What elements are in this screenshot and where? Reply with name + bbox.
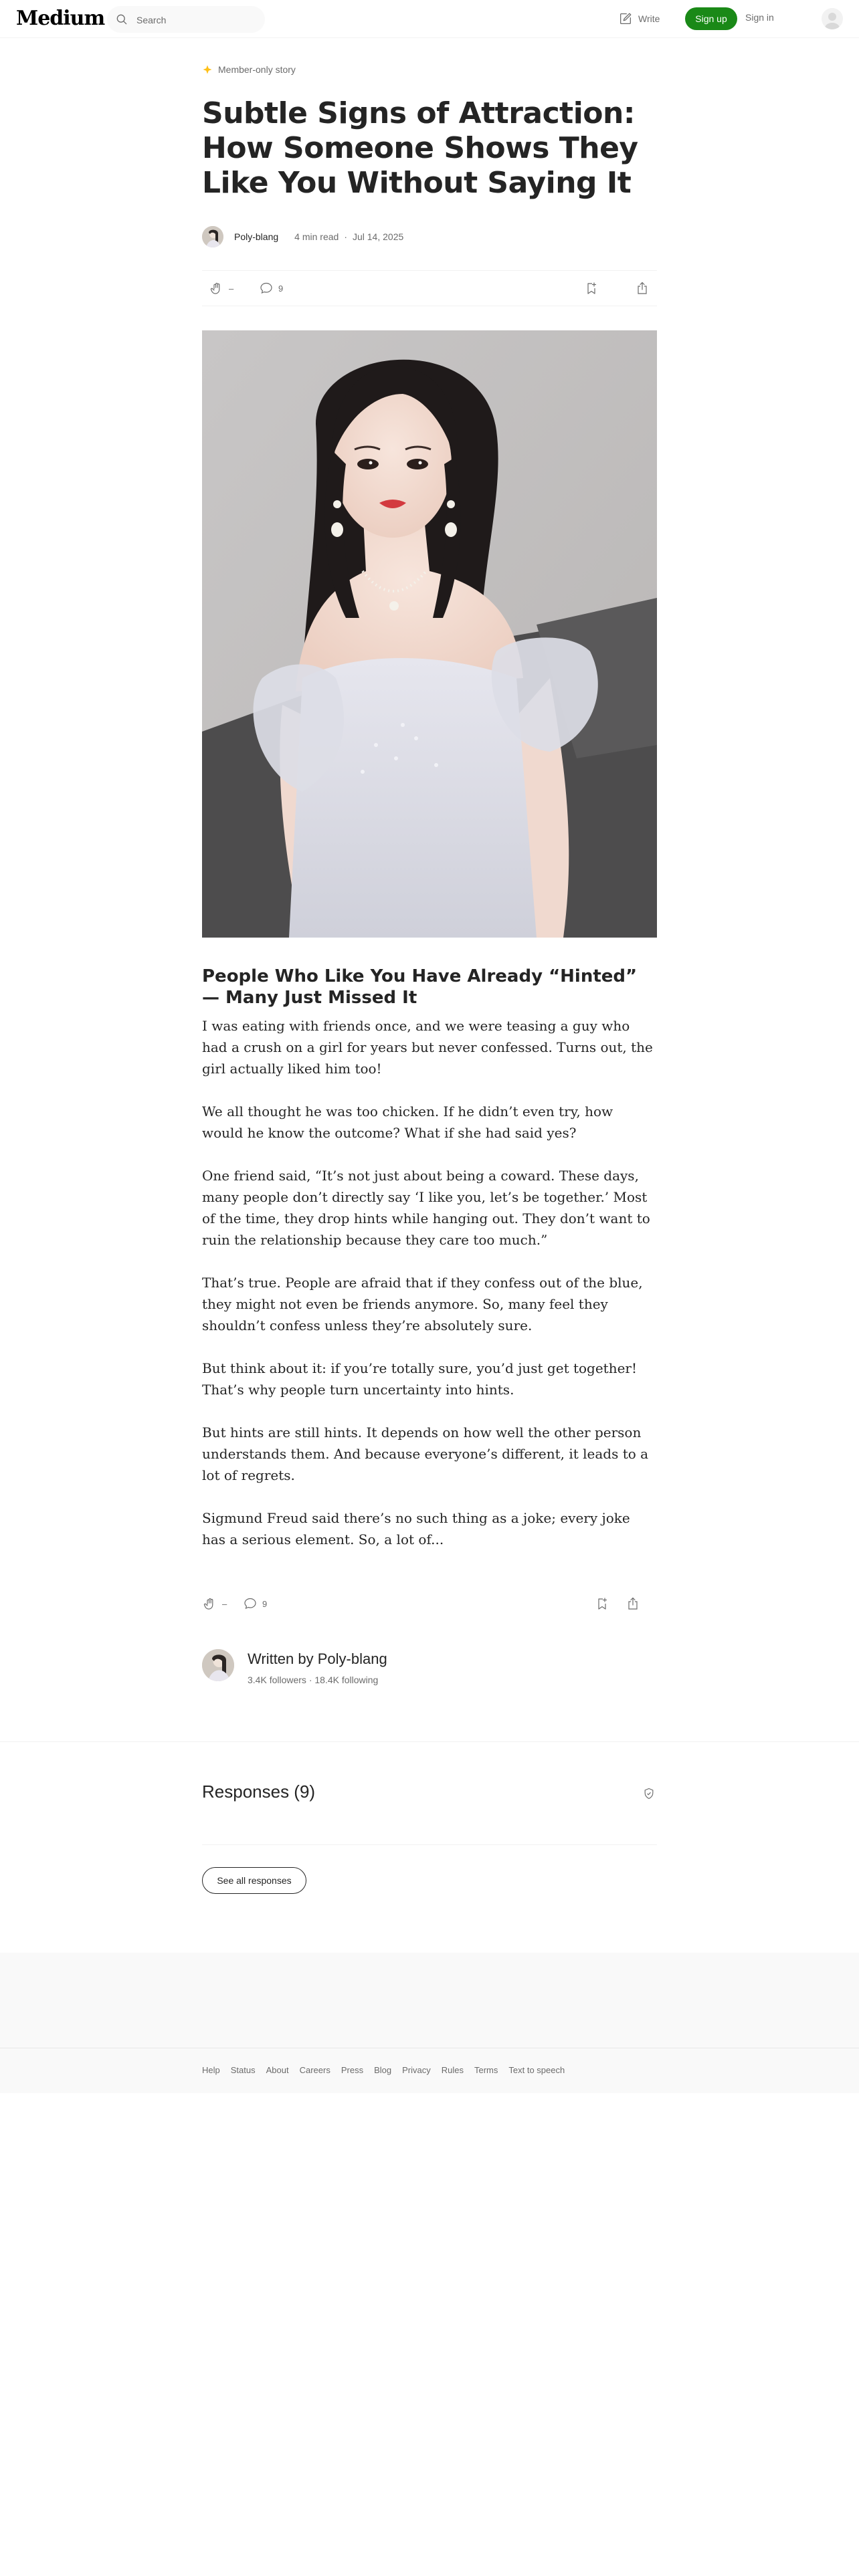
footer-link-status[interactable]: Status (230, 2065, 256, 2075)
clap-icon (209, 280, 225, 296)
bookmark-add-icon (583, 280, 599, 296)
read-time: 4 min read (294, 231, 339, 242)
separator-dot: · (308, 1675, 315, 1685)
paragraph: But hints are still hints. It depends on how well the other person understands them. And because everyone’s different, it leads to a lot of regrets. (202, 1424, 649, 1483)
clap-icon (202, 1596, 218, 1612)
following-count[interactable]: 18.4K following (314, 1675, 379, 1685)
default-avatar-icon (822, 8, 843, 29)
footer-link-about[interactable]: About (266, 2065, 289, 2075)
paragraph: We all thought he was too chicken. If he didn’t even try, how would he know the outcome? What if she had said yes? (202, 1103, 613, 1141)
sign-up-button[interactable]: Sign up (685, 7, 737, 30)
see-all-responses-button[interactable]: See all responses (202, 1867, 306, 1894)
share-icon (634, 280, 650, 296)
responses-button[interactable] (258, 280, 283, 296)
member-only-badge (202, 62, 657, 78)
paragraph: One friend said, “It’s not just about being a coward. These days, many people don’t directly say ‘I like you, let’s be together.’ Most of the time, they drop hints while hanging out. They don’t want to ruin the relationship because they care too much.” (202, 1168, 650, 1248)
star-icon (202, 64, 213, 75)
search-input[interactable] (135, 11, 258, 29)
footer-link-rules[interactable]: Rules (441, 2065, 464, 2075)
write-icon (618, 11, 633, 26)
search-box[interactable] (107, 6, 265, 33)
search-icon (115, 13, 128, 26)
followers-count[interactable]: 3.4K followers (248, 1675, 306, 1685)
publish-date: Jul 14, 2025 (352, 231, 404, 242)
share-icon (625, 1596, 641, 1612)
author-card-avatar[interactable] (202, 1649, 234, 1681)
bottom-action-bar (202, 1590, 657, 1617)
paragraph: Sigmund Freud said there’s no such thing as a joke; every joke has a serious element. So, a lot of... (202, 1510, 630, 1547)
clap-count-dash: – (222, 1598, 227, 1609)
separator-dot: · (344, 231, 347, 242)
responses-heading: Responses (9) (202, 1782, 316, 1802)
article-title: Subtle Signs of Attraction: How Someone Shows They Like You Without Saying It (202, 96, 638, 200)
author-avatar-image (202, 1649, 234, 1681)
user-avatar[interactable] (822, 8, 843, 29)
responses-divider (202, 1844, 657, 1845)
top-navigation-bar (0, 0, 859, 38)
shield-icon[interactable] (642, 1787, 656, 1800)
footer-link-text-to-speech[interactable]: Text to speech (508, 2065, 565, 2075)
written-by-heading[interactable]: Written by Poly-blang (248, 1650, 387, 1667)
byline (202, 225, 657, 249)
comment-icon (258, 280, 274, 296)
share-button[interactable] (634, 280, 650, 296)
medium-logo[interactable]: Medium (16, 7, 105, 30)
portrait-illustration (202, 330, 657, 938)
article-action-bar (202, 270, 657, 306)
article-body (202, 1015, 657, 1572)
footer-links (202, 2065, 565, 2075)
author-avatar-image (202, 226, 223, 247)
footer-link-careers[interactable]: Careers (299, 2065, 330, 2075)
section-divider (0, 1741, 859, 1742)
responses-count: 9 (278, 283, 284, 294)
author-card (202, 1649, 657, 1689)
sign-in-link[interactable]: Sign in (745, 12, 774, 23)
author-name-link[interactable]: Poly-blang (234, 231, 279, 242)
write-button[interactable] (618, 9, 660, 28)
bottom-share-button[interactable] (625, 1596, 641, 1612)
bottom-clap-button[interactable] (202, 1596, 227, 1612)
footer-link-blog[interactable]: Blog (374, 2065, 392, 2075)
member-only-label: Member-only story (218, 64, 296, 75)
clap-button[interactable] (209, 280, 233, 296)
footer-link-privacy[interactable]: Privacy (402, 2065, 431, 2075)
footer-link-press[interactable]: Press (341, 2065, 364, 2075)
bookmark-add-icon (594, 1596, 610, 1612)
author-stats (248, 1675, 378, 1685)
bottom-responses-button[interactable] (242, 1596, 267, 1612)
comment-icon (242, 1596, 258, 1612)
responses-count: 9 (262, 1598, 268, 1609)
footer-link-terms[interactable]: Terms (474, 2065, 498, 2075)
paragraph: That’s true. People are afraid that if they confess out of the blue, they might not even be friends anymore. So, many feel they shouldn’t confess unless they’re absolutely sure. (202, 1275, 643, 1333)
write-label: Write (638, 13, 660, 24)
bookmark-button[interactable] (583, 280, 599, 296)
footer-link-help[interactable]: Help (202, 2065, 220, 2075)
clap-count-dash: – (229, 283, 234, 294)
paragraph: But think about it: if you’re totally sure, you’d just get together! That’s why people turn uncertainty into hints. (202, 1360, 638, 1398)
paragraph: I was eating with friends once, and we were teasing a guy who had a crush on a girl for years but never confessed. Turns out, the girl actually liked him too! (202, 1018, 653, 1077)
bottom-bookmark-button[interactable] (594, 1596, 610, 1612)
section-heading: People Who Like You Have Already “Hinted” — Many Just Missed It (202, 966, 638, 1008)
article-hero-image (202, 330, 657, 938)
author-avatar[interactable] (202, 226, 223, 247)
